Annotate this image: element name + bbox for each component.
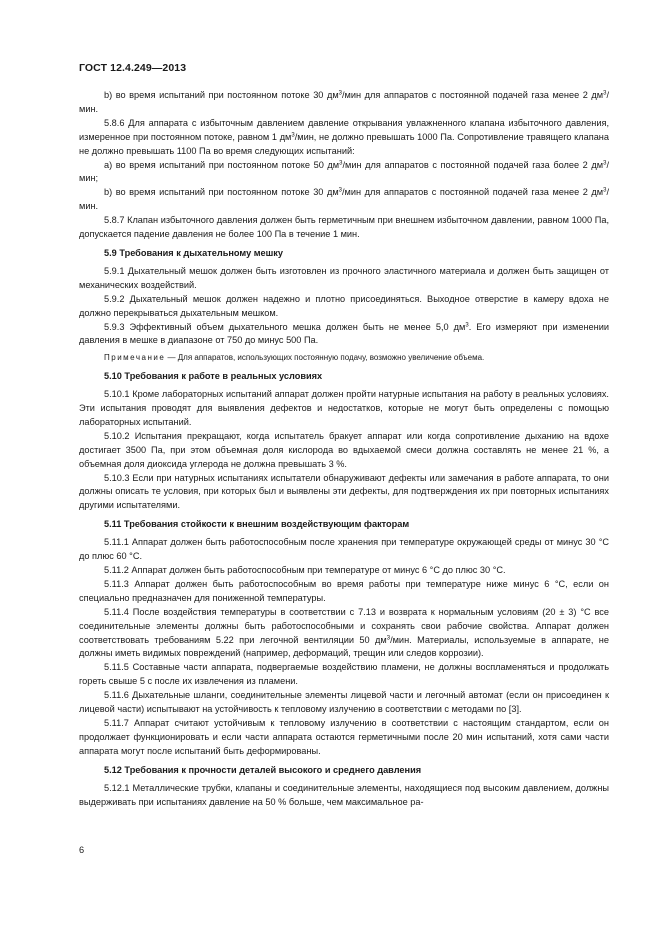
text-run: 5.10.2 Испытания прекращают, когда испытатель бракует аппарат или когда сопротивление дыханию на вдохе достигает 3500 Па, при этом объемная доля кислорода во вдыхаемой смеси должна составлять не менее 21 %, а объемная доля диоксида углерода не должна превышать 3 %. — [79, 430, 609, 469]
text-run: — Для аппаратов, использующих постоянную подачу, возможно увеличение объема. — [165, 353, 485, 363]
superscript: 3 — [338, 90, 342, 97]
body-paragraph — [79, 388, 609, 430]
text-run: 5.11.4 После воздействия температуры в соответствии с 7.13 и возврата к нормальным условиям (20 ± 3) °С все соединительные элементы должны быть работоспособными и сохранять свои рабочие свойства. Аппарат должен соответствовать требованиям 5.22 при легочной вентиляции 50 дм — [79, 606, 609, 645]
superscript: 3 — [386, 635, 391, 642]
body-paragraph — [79, 186, 609, 214]
body-paragraph — [79, 472, 609, 514]
text-run: 5.11.5 Составные части аппарата, подвергаемые воздействию пламени, не должны воспламеняться и продолжать гореть свыше 5 с после их извлечения из пламени. — [79, 662, 609, 687]
superscript: 3 — [603, 160, 607, 167]
body-paragraph — [79, 564, 609, 578]
body-paragraph — [79, 89, 609, 117]
body-paragraph — [79, 265, 609, 293]
text-run: 5.12.1 Металлические трубки, клапаны и соединительные элементы, находящиеся под высоким давлением, должны выдерживать при испытаниях давление на 50 % больше, чем максимальное ра- — [79, 782, 609, 807]
text-run: /мин для аппаратов с постоянной подачей газа менее 2 дм — [342, 187, 604, 198]
body-paragraph — [79, 159, 609, 187]
superscript: 3 — [603, 90, 607, 97]
text-run: b) во время испытаний при постоянном потоке 30 дм — [104, 90, 339, 100]
document-body — [79, 89, 609, 809]
text-run: . Его измеряют при изменении давления в мешке в диапазоне от 750 до минус 500 Па. — [79, 321, 609, 346]
section-heading — [79, 518, 609, 532]
text-run: 5.8.7 Клапан избыточного давления должен быть герметичным при внешнем избыточном давлении, равном 1000 Па, допускается падение давления не более 100 Па в течение 1 мин. — [79, 215, 609, 240]
text-run: 5.10.1 Кроме лабораторных испытаний аппарат должен пройти натурные испытания на работу в реальных условиях. Эти испытания проводят для выявления дефектов и недостатков, которые не могут быть определены с помощью лабораторных испытаний. — [79, 389, 609, 427]
superscript: 3 — [603, 187, 607, 194]
document-header: ГОСТ 12.4.249—2013 — [79, 62, 187, 74]
section-heading — [79, 764, 609, 778]
text-run: 5.11 Требования стойкости к внешним воздействующим факторам — [104, 519, 410, 530]
note-paragraph — [79, 351, 609, 365]
text-run: 5.9.1 Дыхательный мешок должен быть изготовлен из прочного эластичного материала и должен быть защищен от механических воздействий. — [79, 265, 609, 290]
text-run: /мин, не должно превышать 1000 Па. Сопротивление травящего клапана не должно превышать 1100 Па во время следующих испытаний: — [79, 131, 609, 156]
superscript: 3 — [291, 132, 295, 139]
body-paragraph — [79, 214, 609, 242]
text-run: 5.9.2 Дыхательный мешок должен надежно и плотно присоединяться. Выходное отверстие в камеру вдоха не должно перекрываться дыхательным мешком. — [79, 293, 609, 318]
body-paragraph — [79, 578, 609, 606]
text-run: а) во время испытаний при постоянном потоке 50 дм — [104, 159, 340, 170]
text-run: /мин. Материалы, используемые в аппарате, не должны иметь видимых повреждений (например, деформаций, трещин или следов коррозии). — [79, 634, 609, 659]
text-run: /мин для аппаратов с постоянной подачей газа менее 2 дм — [342, 90, 604, 100]
body-paragraph — [79, 536, 609, 564]
body-paragraph — [79, 689, 609, 717]
body-paragraph — [79, 661, 609, 689]
text-run: 5.12 Требования к прочности деталей высокого и среднего давления — [104, 764, 422, 775]
superscript: 3 — [338, 187, 342, 194]
text-run: b) во время испытаний при постоянном потоке 30 дм — [104, 187, 339, 198]
page-number: 6 — [79, 845, 85, 855]
text-run: 5.11.1 Аппарат должен быть работоспособным после хранения при температуре окружающей среды от минус 30 °С до плюс 60 °С. — [79, 537, 609, 562]
superscript: 3 — [339, 160, 343, 167]
text-run: 5.11.7 Аппарат считают устойчивым к тепловому излучению в соответствии с настоящим стандартом, если он продолжает функционировать и если части аппарата остаются герметичными после 20 мин испытаний, хотя сами части аппарата могут после испытаний быть деформированы. — [79, 717, 609, 756]
body-paragraph — [79, 293, 609, 321]
text-run: /мин. — [79, 90, 609, 114]
body-paragraph — [79, 606, 609, 662]
note-label: Примечание — [104, 353, 166, 363]
body-paragraph — [79, 717, 609, 759]
superscript: 3 — [465, 322, 469, 328]
text-run: 5.11.2 Аппарат должен быть работоспособным при температуре от минус 6 °С до плюс 30 °С. — [104, 565, 506, 575]
text-run: /мин для аппаратов с постоянной подачей газа более 2 дм — [342, 159, 604, 170]
text-run: /мин. — [79, 187, 609, 212]
text-run: 5.11.6 Дыхательные шланги, соединительные элементы лицевой части и легочный автомат (если он присоединен к лицевой части) испытывают на устойчивость к тепловому излучению в соответствии с методами по [3]. — [79, 690, 609, 715]
body-paragraph — [79, 430, 609, 472]
body-paragraph — [79, 117, 609, 159]
text-run: 5.9 Требования к дыхательному мешку — [104, 247, 284, 258]
section-heading — [79, 370, 609, 384]
text-run: 5.8.6 Для аппарата с избыточным давлением давление открывания увлажненного клапана избыточного давления, измеренное при постоянном потоке, равном 1 дм — [79, 117, 609, 142]
text-run: 5.10 Требования к работе в реальных условиях — [104, 371, 323, 382]
text-run: 5.11.3 Аппарат должен быть работоспособным во время работы при температуре ниже минус 6 °С, если он специально предназначен для пониженной температуры. — [79, 578, 609, 603]
text-run: 5.10.3 Если при натурных испытаниях испытатели обнаруживают дефекты или замечания в работе аппарата, то они должны описать те условия, при которых был и выявлены эти дефекты, для подтверждения их при повторных испытаниях другими испытателями. — [79, 472, 609, 511]
body-paragraph — [79, 321, 609, 349]
section-heading — [79, 247, 609, 261]
text-run: 5.9.3 Эффективный объем дыхательного мешка должен быть не менее 5,0 дм — [104, 321, 466, 332]
text-run: /мин; — [79, 159, 609, 184]
body-paragraph — [79, 782, 609, 810]
